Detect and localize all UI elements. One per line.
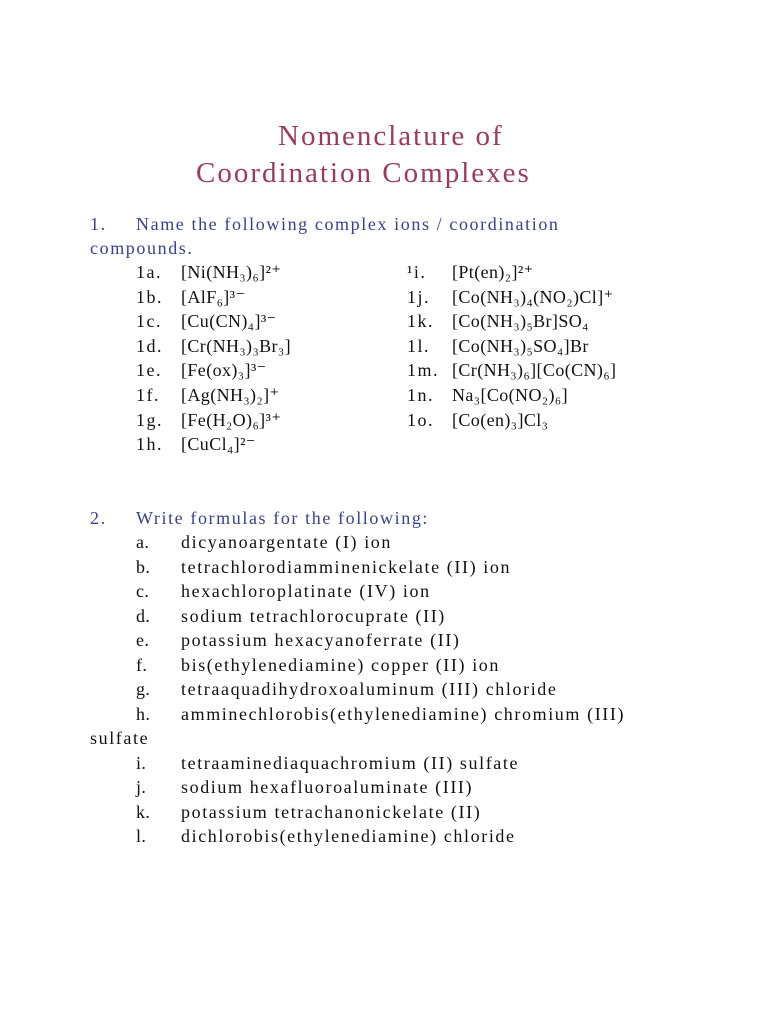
item-label: l. <box>136 826 147 846</box>
item-formula: [Co(en)₃]Cl₃ <box>452 409 549 430</box>
item-formula: [Cu(CN)₄]³⁻ <box>181 311 277 332</box>
item-label: 1d. <box>136 335 163 356</box>
item-formula: [Ag(NH₃)₂]⁺ <box>181 385 280 405</box>
item-text: hexachloroplatinate (IV) ion <box>181 581 431 601</box>
item-label: i. <box>136 752 147 773</box>
item-label: ¹i. <box>407 262 427 282</box>
item-text: dicyanoargentate (I) ion <box>181 532 392 552</box>
item-formula: [Co(NH₃)₅Br]SO₄ <box>452 311 589 332</box>
item-label: 1j. <box>407 286 431 307</box>
item-formula: [Fe(ox)₃]³⁻ <box>181 360 267 381</box>
item-label: 1e. <box>136 360 162 381</box>
item-formula: [CuCl₄]²⁻ <box>181 434 256 455</box>
section2-number: 2. <box>90 508 107 528</box>
page-title-line1: Nomenclature of <box>278 120 504 152</box>
item-label: 1k. <box>407 311 434 332</box>
item-label: j. <box>136 777 147 797</box>
item-label: h. <box>136 703 151 724</box>
item-label: d. <box>136 605 151 626</box>
item-label: 1f. <box>136 385 160 405</box>
item-formula: [Co(NH₃)₄(NO₂)Cl]⁺ <box>452 286 614 307</box>
item-label: c. <box>136 581 150 601</box>
item-label: f. <box>136 654 148 675</box>
item-text: amminechlorobis(ethylenediamine) chromium (III) <box>181 703 626 724</box>
section2-heading: Write formulas for the following: <box>136 508 430 528</box>
item-label: 1l. <box>407 335 431 356</box>
section1-number: 1. <box>90 214 107 234</box>
item-text: potassium hexacyanoferrate (II) <box>181 630 461 650</box>
item-label: 1b. <box>136 286 163 307</box>
item-formula: Na₃[Co(NO₂)₆] <box>452 385 568 405</box>
item-text: sodium tetrachlorocuprate (II) <box>181 605 446 626</box>
item-text: tetrachlorodiamminenickelate (II) ion <box>181 556 512 577</box>
section1-heading: Name the following complex ions / coordination <box>136 214 560 234</box>
item-formula: [Cr(NH₃)₆][Co(CN)₆] <box>452 360 617 381</box>
item-label: b. <box>136 556 151 577</box>
page-title-line2: Coordination Complexes <box>196 157 531 189</box>
item-label: 1m. <box>407 360 440 381</box>
item-text: bis(ethylenediamine) copper (II) ion <box>181 654 500 675</box>
item-formula: [Cr(NH₃)₃Br₃] <box>181 335 292 356</box>
item-label: 1o. <box>407 409 434 430</box>
item-label: e. <box>136 630 150 650</box>
item-formula: [AlF₆]³⁻ <box>181 286 246 307</box>
item-label: 1g. <box>136 409 163 430</box>
item-label: g. <box>136 679 151 699</box>
item-text: dichlorobis(ethylenediamine) chloride <box>181 826 516 846</box>
item-text: tetraaminediaquachromium (II) sulfate <box>181 752 520 773</box>
section1-heading-cont: compounds. <box>90 238 194 258</box>
item-text: tetraaquadihydroxoaluminum (III) chloride <box>181 679 558 699</box>
item-formula: [Fe(H₂O)₆]³⁺ <box>181 409 282 430</box>
item-label: k. <box>136 801 151 822</box>
item-label: 1n. <box>407 385 434 405</box>
item-label: 1c. <box>136 311 162 332</box>
item-label: 1a. <box>136 262 162 282</box>
item-formula: [Pt(en)₂]²⁺ <box>452 262 534 282</box>
item-text: sodium hexafluoroaluminate (III) <box>181 777 474 797</box>
item-text: potassium tetrachanonickelate (II) <box>181 801 482 822</box>
item-text-continued: sulfate <box>90 728 150 748</box>
item-label: 1h. <box>136 434 163 455</box>
item-label: a. <box>136 532 150 552</box>
item-formula: [Ni(NH₃)₆]²⁺ <box>181 262 282 282</box>
item-formula: [Co(NH₃)₅SO₄]Br <box>452 335 589 356</box>
